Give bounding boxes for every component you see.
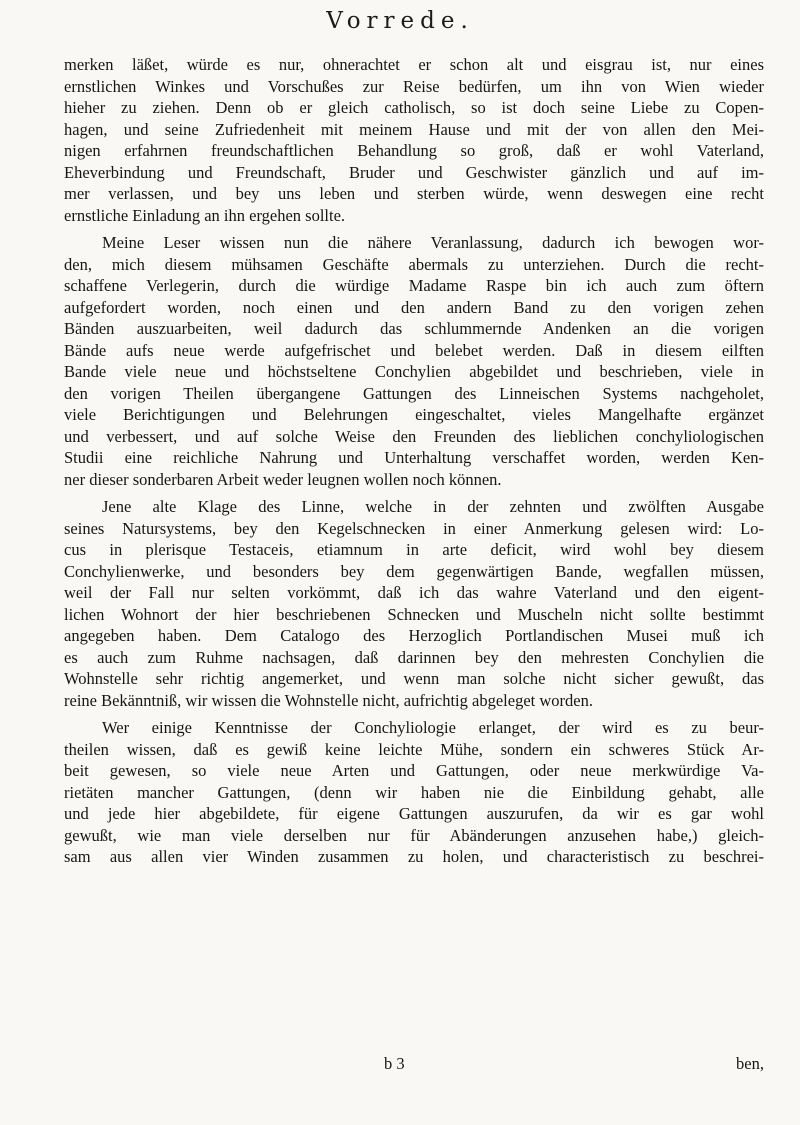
text-line: hagen, und seine Zufriedenheit mit meinem Hause und mit der von allen den Mei- [64,119,764,139]
text-line: merken läßet, würde es nur, ohnerachtet er schon alt und eisgrau ist, nur eines [64,55,764,74]
text-line: den, mich diesem mühsamen Geschäfte abermals zu unterziehen. Durch die recht- [64,254,764,274]
text-line: lichen Wohnort der hier beschriebenen Schnecken und Muscheln nicht sollte bestimmt [64,604,764,624]
text-line: Jene alte Klage des Linne, welche in der zehnten und zwölften Ausgabe [102,497,764,516]
text-line: Meine Leser wissen nun die nähere Veranlassung, dadurch ich bewogen wor- [102,233,764,252]
text-line: sam aus allen vier Winden zusammen zu holen, und characteristisch zu beschrei- [64,847,764,866]
paragraph [64,496,764,711]
text-line: Bände aufs neue werde aufgefrischet und belebet werden. Daß in diesem eilften [64,340,764,360]
text-line: Bänden auszuarbeiten, weil dadurch das schlummernde Andenken an die vorigen [64,319,764,338]
text-line: gewußt, wie man viele derselben nur für Abänderungen anzusehen habe,) gleich- [64,825,764,845]
text-line: hieher zu ziehen. Denn ob er gleich catholisch, so ist doch seine Liebe zu Copen- [64,98,764,117]
signature-mark: b 3 [384,1054,405,1073]
text-line: den vorigen Theilen übergangene Gattungen des Linneischen Systems nachgeholet, [64,383,764,403]
text-line: aufgefordert worden, noch einen und den andern Band zu den vorigen zehen [64,297,764,317]
text-line: ernstlichen Winkes und Vorschußes zur Reise bedürfen, um ihn von Wien wieder [64,76,764,96]
text-line: reine Bekänntniß, wir wissen die Wohnstelle nicht, aufrichtig abgeleget worden. [64,690,593,710]
text-line: mer verlassen, und bey uns leben und sterben würde, wenn deswegen eine recht [64,184,764,203]
text-line: Bande viele neue und höchstseltene Conchylien abgebildet und beschrieben, viele in [64,362,764,381]
text-line: weil der Fall nur selten vorkömmt, daß ich das wahre Vaterland und den eigent- [64,583,764,602]
paragraph [64,54,764,226]
text-line: schaffene Verlegerin, durch die würdige Madame Raspe bin ich auch zum öftern [64,276,764,295]
text-line: cus in plerisque Testaceis, etiamnum in arte deficit, wird wohl bey diesem [64,540,764,559]
text-line: ernstliche Einladung an ihn ergehen sollte. [64,205,346,225]
text-line: ner dieser sonderbaren Arbeit weder leugnen wollen noch können. [64,469,502,489]
text-line: und jede hier abgebildete, für eigene Gattungen auszurufen, da wir es gar wohl [64,804,764,823]
text-line: Studii eine reichliche Nahrung und Unterhaltung verschaffet worden, werden Ken- [64,448,764,467]
text-line: Wer einige Kenntnisse der Conchyliologie erlanget, der wird es zu beur- [102,718,764,737]
text-line: theilen wissen, daß es gewiß keine leichte Mühe, sondern ein schweres Stück Ar- [64,739,764,759]
paragraph [64,717,764,868]
text-line: Wohnstelle sehr richtig angemerket, und wenn man solche nicht sicher gewußt, das [64,669,764,688]
body-text [64,54,764,868]
text-line: Eheverbindung und Freundschaft, Bruder und Geschwister gänzlich und auf im- [64,162,764,182]
text-line: nigen erfahrnen freundschaftlichen Behandlung so groß, daß er wohl Vaterland, [64,141,764,160]
catchword: ben, [736,1054,764,1073]
text-line: angegeben haben. Dem Catalogo des Herzoglich Portlandischen Musei muß ich [64,626,764,645]
text-line: es auch zum Ruhme nachsagen, daß darinnen bey den mehresten Conchylien die [64,647,764,667]
text-line: seines Natursystems, bey den Kegelschnecken in einer Anmerkung gelesen wird: Lo- [64,518,764,538]
text-line: Conchylienwerke, und besonders bey dem gegenwärtigen Bande, wegfallen müssen, [64,561,764,581]
page-footer [64,1054,764,1076]
text-line: und verbessert, und auf solche Weise den Freunden des lieblichen conchyliologischen [64,426,764,446]
text-line: viele Berichtigungen und Belehrungen eingeschaltet, vieles Mangelhafte ergänzet [64,405,764,424]
running-head: Vorrede. [326,8,474,34]
text-line: rietäten mancher Gattungen, (denn wir haben nie die Einbildung gehabt, alle [64,782,764,802]
text-line: beit gewesen, so viele neue Arten und Gattungen, oder neue merkwürdige Va- [64,761,764,780]
paragraph [64,232,764,490]
